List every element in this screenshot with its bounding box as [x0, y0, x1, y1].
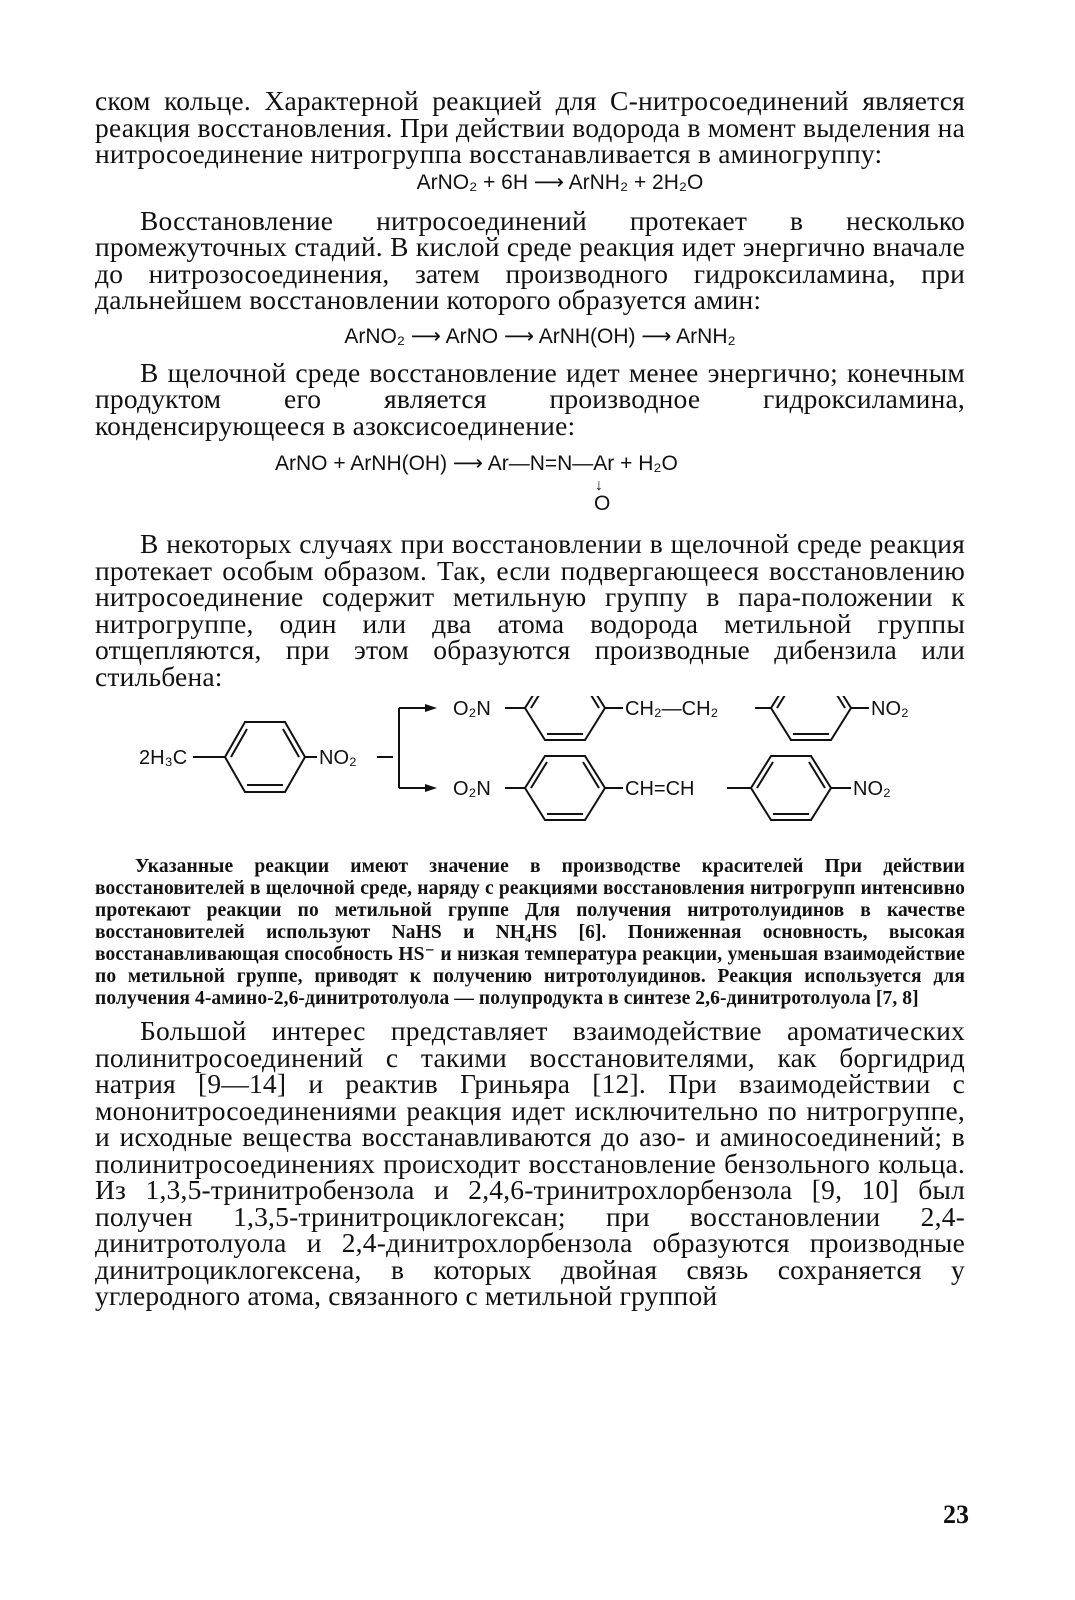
reaction-scheme-svg: [95, 696, 965, 846]
reaction-arrows: [425, 704, 437, 792]
reaction-scheme: [95, 696, 965, 846]
product1-left-label: O₂N: [453, 698, 491, 720]
reactant-methyl-label: 2H₃C: [139, 747, 188, 769]
paragraph-3: В щелочной среде восстановление идет менее энергично; конечным продуктом его является производное гидроксиламина, конденсирующееся в азоксисоединение:: [95, 356, 965, 441]
product1-link-label: CH₂—CH₂: [625, 698, 719, 720]
benzene-ring-reactant: [225, 722, 305, 792]
arrow-head-top: [425, 704, 437, 712]
equation-3-main: ArNO + ArNH(OH) ⟶ Ar—N=N—Ar + H₂O: [275, 452, 678, 475]
benzene-ring-product2-a: [525, 756, 605, 820]
paragraph-1: ском кольце. Характерной реакцией для С-нитросоединений является реакция восстановления. При действии водорода в момент выделения на нитросоединение нитрогруппа восстанавливается в аминогруппу:: [95, 85, 965, 169]
paragraph-5: Большой интерес представляет взаимодействие ароматических полинитросоединений с такими восстановителями, как боргидрид натрия [9—14] и реактив Гриньяра [12]. При взаимодействии с мононитросоединениями реакция идет исключительно по нитрогруппе, и исходные вещества восстанавливаются до азо- и аминосоединений; в полинитросоединениях происходит восстановление бензольного кольца. Из 1,3,5-тринитробензола и 2,4,6-тринитрохлорбензола [9, 10] был получен 1,3,5-тринитроциклогексан; при восстановлении 2,4-динитротолуола и 2,4-динитрохлорбензола образуются производные динитроциклогексена, в которых двойная связь сохраняется у углеродного атома, связанного с метильной группой: [95, 1015, 965, 1311]
equation-3-arrow-down: ↓: [595, 477, 603, 494]
equation-3: [95, 445, 965, 523]
benzene-ring-product2-b: [751, 756, 831, 820]
product2-right-label: NO₂: [853, 778, 891, 800]
small-print-paragraph: Указанные реакции имеют значение в производстве красителей При действии восстановителей в щелочной среде, наряду с реакциями восстановления нитрогрупп интенсивно протекают реакции по метильной группе Для получения нитротолуидинов в качестве восстановителей используют NaHS и NH₄HS [6]. Пониженная основность, высокая восстанавливающая способность HS⁻ и низкая температура реакции, уменьшая взаимодействие по метильной группе, приводят к получению нитротолуидинов. Реакция используется для получения 4-амино-2,6-динитротолуола — полупродукта в синтезе 2,6-динитротолуола [7, 8]: [95, 856, 965, 1009]
page-content: [95, 85, 965, 1311]
page-number: 23: [943, 1500, 969, 1529]
equation-2: ArNO₂ ⟶ ArNO ⟶ ArNH(OH) ⟶ ArNH₂: [344, 324, 736, 348]
product1-right-label: NO₂: [871, 698, 909, 720]
product2-link-label: CH=CH: [625, 778, 695, 800]
reactant-nitro-label: NO₂: [319, 747, 357, 769]
arrow-head-bottom: [425, 784, 437, 792]
paragraph-2: Восстановление нитросоединений протекает в несколько промежуточных стадий. В кислой среде реакция идет энергично вначале до нитрозосоединения, затем производного гидроксиламина, при дальнейшем восстановлении которого образуется амин:: [95, 204, 965, 315]
equation-3-oxygen: O: [594, 492, 611, 515]
paragraph-4: В некоторых случаях при восстановлении в щелочной среде реакция протекает особым образом. Так, если подвергающееся восстановлению нитросоединение содержит метильную группу в пара-положении к нитрогруппе, один или два атома водорода метильной группы отщепляются, при этом образуются производные дибензила или стильбена:: [95, 528, 965, 692]
product2-left-label: O₂N: [453, 778, 491, 800]
equation-1: ArNO₂ + 6H ⟶ ArNH₂ + 2H₂O: [416, 170, 704, 194]
